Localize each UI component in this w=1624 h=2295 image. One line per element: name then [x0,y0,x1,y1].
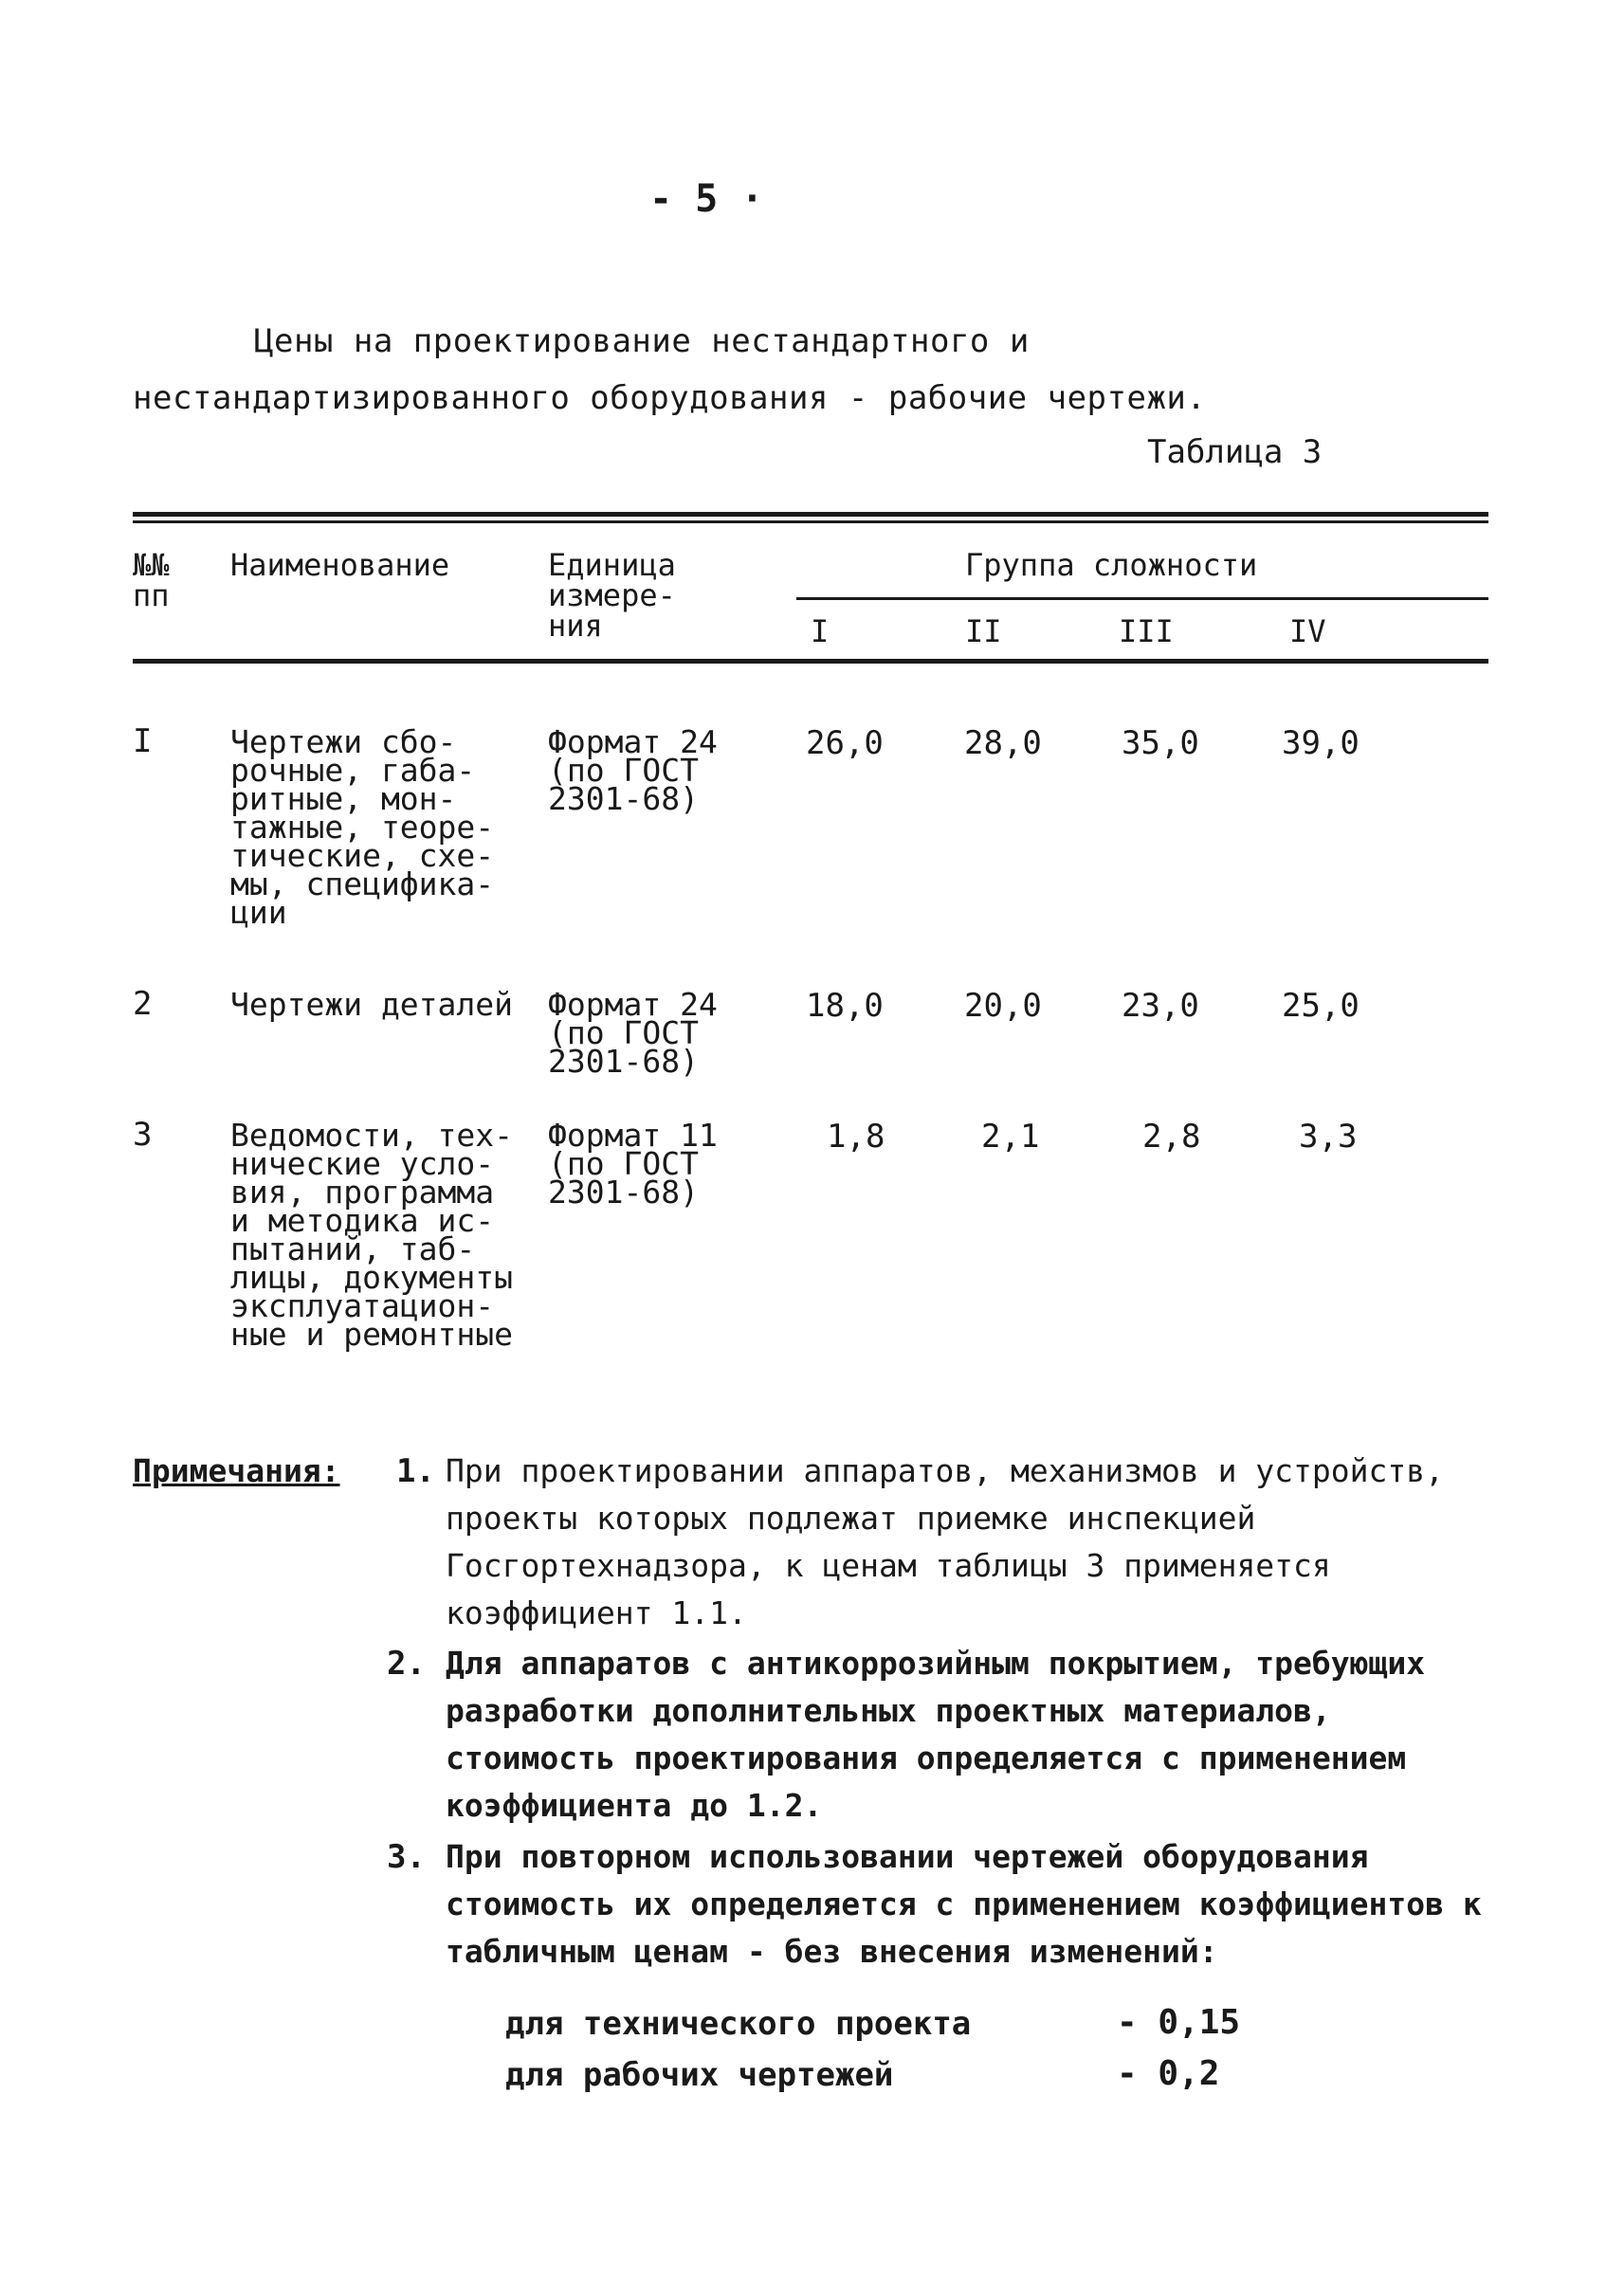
row-unit: Формат 24 (по ГОСТ 2301-68) [548,723,718,817]
row-value-group-4: 3,3 [1299,1118,1358,1156]
note-number: 1. [396,1452,435,1490]
header-group-3: III [1119,613,1174,649]
note-text: При повторном использовании чертежей оборудования стоимость их определяется с применением коэффициентов к табличным ценам - без внесения изменений: [446,1838,1482,1970]
coefficient-value: - 0,15 [1117,2003,1241,2042]
header-group-2: II [965,613,1002,649]
table-header-rule [133,659,1488,664]
header-num: №№ пп [133,547,170,613]
coefficient-label: для рабочих чертежей [505,2056,894,2094]
group-subheader-rule [796,597,1488,600]
row-unit: Формат 11 (по ГОСТ 2301-68) [548,1117,718,1211]
table-label: Таблица 3 [1147,433,1323,471]
row-value-group-1: 26,0 [806,724,884,762]
note-text: Для аппаратов с антикоррозийным покрытием, требующих разработки дополнительных проектных материалов, стоимость проектирования определяется с применением коэффициента до 1.2. [446,1645,1426,1824]
row-unit: Формат 24 (по ГОСТ 2301-68) [548,986,718,1080]
row-value-group-1: 1,8 [827,1118,885,1156]
header-unit: Единица измере-ния [548,547,676,644]
row-value-group-4: 39,0 [1282,724,1359,762]
table-heading: Цены на проектирование нестандартного и нестандартизированного оборудования - рабочие чертежи. [133,322,1207,417]
row-value-group-3: 2,8 [1142,1118,1201,1156]
coefficient-value: - 0,2 [1117,2054,1220,2093]
row-num: I [133,722,153,760]
row-value-group-3: 35,0 [1122,724,1199,762]
header-name: Наименование [230,547,450,583]
header-group: Группа сложности [965,547,1258,583]
note-number: 2. [387,1645,426,1683]
row-num: 2 [133,985,153,1023]
note-number: 3. [387,1838,426,1876]
table-top-rule-2 [133,520,1488,523]
coefficient-label: для технического проекта [505,2005,972,2043]
row-value-group-2: 20,0 [964,987,1042,1025]
header-group-1: I [811,613,830,649]
row-name: Чертежи сбо-рочные, габа-ритные, мон-тажные, теоре-тические, схе-мы, специфика-ции [230,723,495,931]
row-value-group-2: 28,0 [964,724,1042,762]
row-name: Чертежи деталей [230,986,514,1023]
row-value-group-2: 2,1 [981,1118,1040,1156]
row-value-group-4: 25,0 [1282,987,1359,1025]
note-text: При проектировании аппаратов, механизмов и устройств, проекты которых подлежат приемке инспекцией Госгортехнадзора, к ценам таблицы 3 применяется коэффициент 1.1. [446,1452,1444,1631]
row-value-group-3: 23,0 [1122,987,1199,1025]
row-num: 3 [133,1116,153,1154]
table-top-rule [133,512,1488,517]
notes-label: Примечания: [133,1452,340,1489]
row-value-group-1: 18,0 [806,987,884,1025]
row-name: Ведомости, тех-нические усло-вия, программа и методика ис-пытаний, таб-лицы, документы эксплуатацион-ные и ремонтные [230,1117,514,1353]
page-number: - 5 · [649,177,764,221]
header-group-4: IV [1289,613,1326,649]
